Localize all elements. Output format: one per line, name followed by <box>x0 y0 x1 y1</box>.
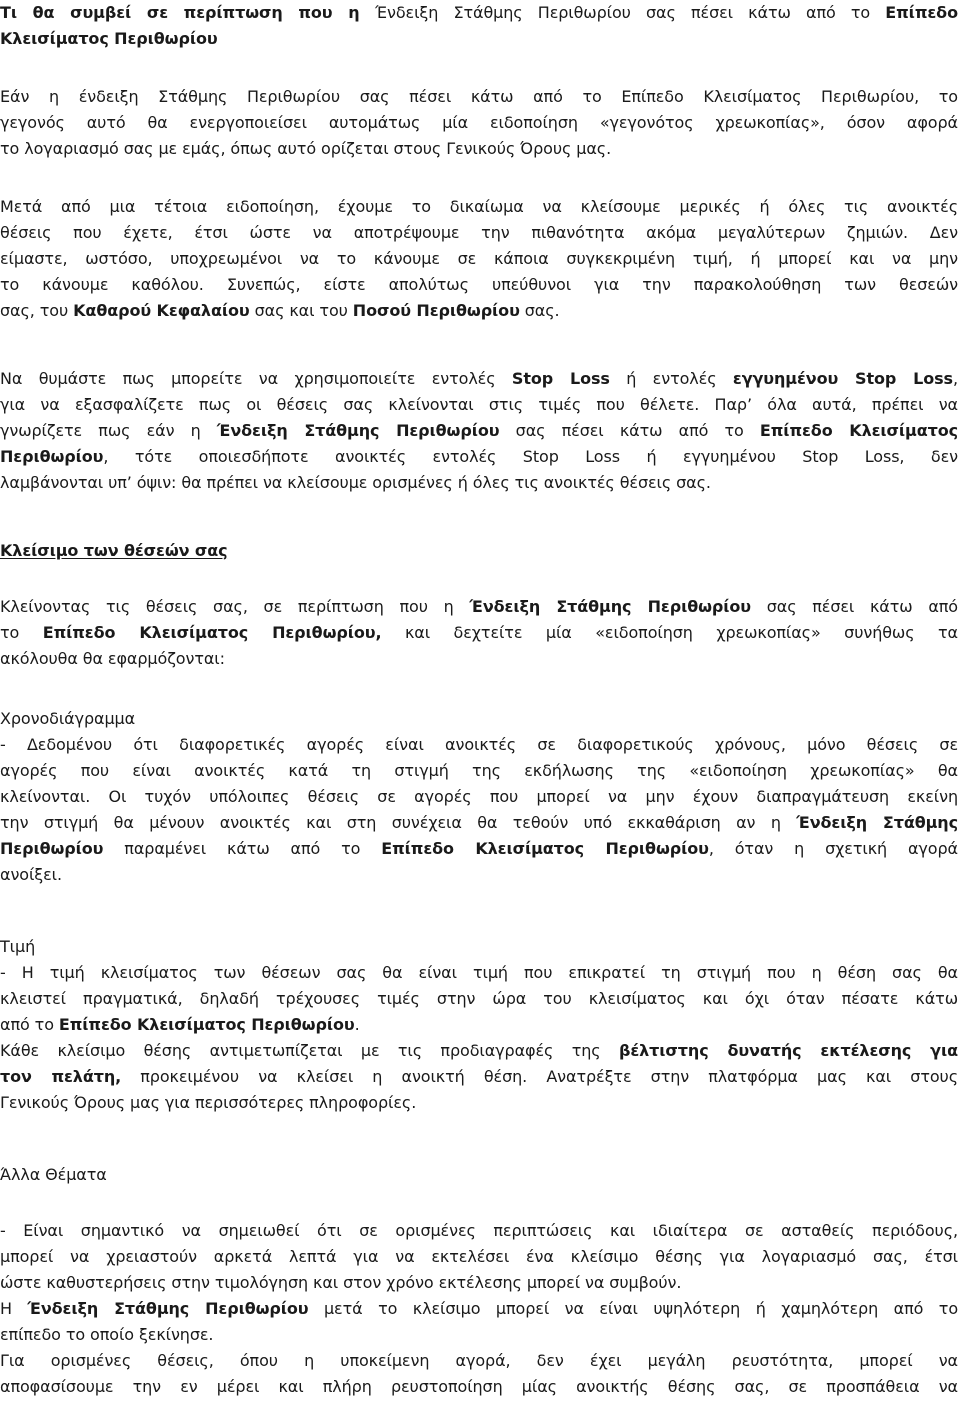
section-title <box>0 0 958 52</box>
paragraph-line: Περιθωρίου παραμένει κάτω από το Επίπεδο Κλεισίματος Περιθωρίου, όταν η σχετική αγορά <box>0 839 958 858</box>
paragraph-line: από το Επίπεδο Κλεισίματος Περιθωρίου. <box>0 1015 360 1034</box>
paragraph-line: ανοίξει. <box>0 865 62 884</box>
paragraph-line: αγορές που είναι ανοικτές κατά τη στιγμή της εκδήλωσης της «ειδοποίηση χρεωκοπίας» θα <box>0 761 958 780</box>
paragraph-line: Κάθε κλείσιμο θέσης αντιμετωπίζεται με τις προδιαγραφές της βέλτιστης δυνατής εκτέλεσης για <box>0 1041 958 1060</box>
subsection-timeline <box>0 706 958 888</box>
paragraph-line: Κλείνοντας τις θέσεις σας, σε περίπτωση που η Ένδειξη Στάθμης Περιθωρίου σας πέσει κάτω από <box>0 597 958 616</box>
paragraph-line: είμαστε, ωστόσο, υποχρεωμένοι να το κάνουμε σε κάποια συγκεκριμένη τιμή, ή μπορεί και να μην <box>0 249 958 268</box>
intro-line: Εάν η ένδειξη Στάθμης Περιθωρίου σας πέσει κάτω από το Επίπεδο Κλεισίματος Περιθωρίου, το <box>0 87 958 106</box>
paragraph-line: ώστε καθυστερήσεις στην τιμολόγηση και στον χρόνο εκτέλεσης μπορεί να συμβούν. <box>0 1273 682 1292</box>
paragraph-line: θέσεις που έχετε, έτσι ώστε να αποτρέψουμε την πιθανότητα ακόμα μεγαλύτερων ζημιών. Δεν <box>0 223 958 242</box>
title-line-2: Κλεισίματος Περιθωρίου <box>0 29 218 48</box>
paragraph-line: σας, του Καθαρού Κεφαλαίου σας και του Ποσού Περιθωρίου σας. <box>0 301 560 320</box>
paragraph-line: το κάνουμε καθόλου. Συνεπώς, είστε απολύτως υπεύθυνοι για την παρακολούθηση των θεσεών <box>0 275 958 294</box>
paragraph-closing-intro <box>0 594 958 672</box>
paragraph-line: Για ορισμένες θέσεις, όπου η υποκείμενη αγορά, δεν έχει μεγάλη ρευστότητα, μπορεί να <box>0 1351 958 1370</box>
paragraph-closing-rights <box>0 194 958 324</box>
paragraph-line: ακόλουθα θα εφαρμόζονται: <box>0 649 225 668</box>
paragraph-line: - Δεδομένου ότι διαφορετικές αγορές είναι ανοικτές σε διαφορετικούς χρόνους, μόνο θέσεις σε <box>0 735 958 754</box>
paragraph-line: - Είναι σημαντικό να σημειωθεί ότι σε ορισμένες περιπτώσεις και ιδιαίτερα σε ασταθείς περιόδους, <box>0 1221 958 1240</box>
paragraph-line: Γενικούς Όρους μας για περισσότερες πληροφορίες. <box>0 1093 417 1112</box>
paragraph-line: γνωρίζετε πως εάν η Ένδειξη Στάθμης Περιθωρίου σας πέσει κάτω από το Επίπεδο Κλεισίματος <box>0 421 958 440</box>
paragraph-line: μπορεί να χρειαστούν αρκετά λεπτά για να εκτελέσει ένα κλείσιμο θέσης για λογαριασμό σας, έτσι <box>0 1247 958 1266</box>
title-line-1: Τι θα συμβεί σε περίπτωση που η Ένδειξη Στάθμης Περιθωρίου σας πέσει κάτω από το Επίπεδο <box>0 3 958 22</box>
paragraph-line: το Επίπεδο Κλεισίματος Περιθωρίου, και δεχτείτε μία «ειδοποίηση χρεωκοπίας» συνήθως τα <box>0 623 958 642</box>
paragraph-line: Η Ένδειξη Στάθμης Περιθωρίου μετά το κλείσιμο μπορεί να είναι υψηλότερη ή χαμηλότερη από το <box>0 1299 959 1318</box>
paragraph-line: Να θυμάστε πως μπορείτε να χρησιμοποιείτε εντολές Stop Loss ή εντολές εγγυημένου Stop Loss, <box>0 369 958 388</box>
subsection-price <box>0 934 958 1116</box>
paragraph-line: κλειστεί πραγματικά, δηλαδή τρέχουσες τιμές στην ώρα του κλεισίματος και όχι όταν πέσατε κάτω <box>0 989 958 1008</box>
subsection-other <box>0 1162 958 1188</box>
paragraph-line: λαμβάνονται υπ’ όψιν: θα πρέπει να κλείσουμε ορισμένες ή όλες τις ανοικτές θέσεις σας. <box>0 473 711 492</box>
heading-closing-positions: Κλείσιμο των θέσεών σας <box>0 541 228 560</box>
paragraph-line: Περιθωρίου, τότε οποιεσδήποτε ανοικτές εντολές Stop Loss ή εγγυημένου Stop Loss, δεν <box>0 447 958 466</box>
intro-line: γεγονός αυτό θα ενεργοποιείσει αυτομάτως μία ειδοποίηση «γεγονότος χρεωκοπίας», όσον αφορά <box>0 113 958 132</box>
paragraph-line: για να εξασφαλίζετε πως οι θέσεις σας κλείνονται στις τιμές που θέλετε. Παρ’ όλα αυτά, πρέπει να <box>0 395 958 414</box>
subheading-price: Τιμή <box>0 937 36 956</box>
paragraph-line: την στιγμή θα μένουν ανοικτές και στη συνέχεια θα τεθούν υπό εκκαθάριση αν η Ένδειξη Στάθμης <box>0 813 958 832</box>
other-paragraph <box>0 1218 958 1400</box>
paragraph-line: αποφασίσουμε την εν μέρει και πλήρη ρευστοποίηση μίας ανοικτής θέσης σας, σε προσπάθεια να <box>0 1377 958 1396</box>
subheading-other: Άλλα Θέματα <box>0 1165 107 1184</box>
paragraph-line: κλείνονται. Οι τυχόν υπόλοιπες θέσεις σε αγορές που μπορεί να μην έχουν διαπραγμάτευση εκείνη <box>0 787 958 806</box>
paragraph-line: Μετά από μια τέτοια ειδοποίηση, έχουμε το δικαίωμα να κλείσουμε μερικές ή όλες τις ανοικτές <box>0 197 958 216</box>
subheading-timeline: Χρονοδιάγραμμα <box>0 709 136 728</box>
paragraph-stop-loss <box>0 366 958 496</box>
paragraph-line: - Η τιμή κλεισίματος των θέσεων σας θα είναι τιμή που επικρατεί τη στιγμή που η θέση σας θα <box>0 963 958 982</box>
paragraph-line: επίπεδο το οποίο ξεκίνησε. <box>0 1325 214 1344</box>
intro-line: το λογαριασμό σας με εμάς, όπως αυτό ορίζεται στους Γενικούς Όρους μας. <box>0 139 612 158</box>
intro-paragraph <box>0 84 958 162</box>
paragraph-line: τον πελάτη, προκειμένου να κλείσει η ανοικτή θέση. Ανατρέξτε στην πλατφόρμα μας και στους <box>0 1067 958 1086</box>
